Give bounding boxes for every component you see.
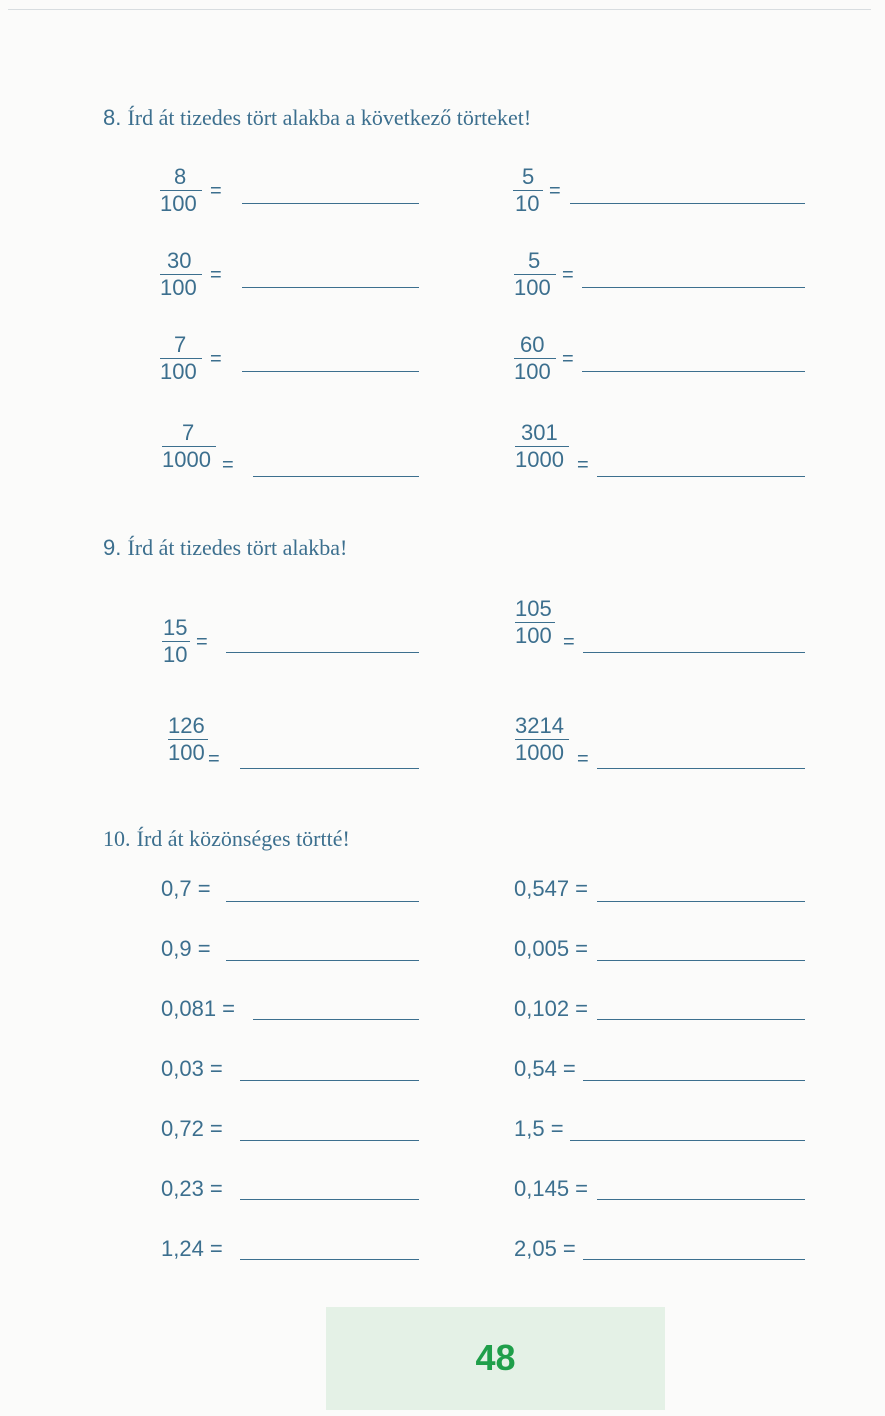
- answer-line[interactable]: [240, 1259, 419, 1260]
- denominator: 100: [160, 275, 197, 300]
- denominator: 100: [514, 359, 551, 384]
- decimal-item: 0,7 =: [161, 876, 211, 901]
- exercise-10-number: 10.: [103, 826, 131, 851]
- answer-line[interactable]: [583, 1259, 805, 1260]
- answer-line[interactable]: [240, 1080, 419, 1081]
- answer-line[interactable]: [253, 1019, 419, 1020]
- answer-line[interactable]: [582, 371, 805, 372]
- numerator: 5: [522, 164, 535, 189]
- answer-line[interactable]: [583, 1080, 805, 1081]
- answer-line[interactable]: [570, 1140, 805, 1141]
- answer-line[interactable]: [582, 287, 805, 288]
- numerator: 301: [521, 420, 558, 445]
- denominator: 10: [515, 191, 540, 216]
- numerator: 8: [174, 164, 187, 189]
- answer-line[interactable]: [570, 203, 805, 204]
- equals-sign: =: [222, 454, 234, 476]
- exercise-8-heading: [103, 106, 531, 130]
- equals-sign: =: [577, 454, 589, 476]
- denominator: 100: [514, 275, 551, 300]
- exercise-10-heading: [103, 827, 350, 851]
- exercise-8-instruction: Írd át tizedes tört alakba a következő törteket!: [127, 105, 532, 130]
- numerator: 105: [515, 596, 552, 621]
- numerator: 126: [168, 713, 205, 738]
- answer-line[interactable]: [240, 1140, 419, 1141]
- decimal-item: 0,9 =: [161, 936, 211, 961]
- page-number: 48: [475, 1337, 516, 1378]
- answer-line[interactable]: [226, 901, 419, 902]
- answer-line[interactable]: [242, 203, 419, 204]
- answer-line[interactable]: [242, 371, 419, 372]
- decimal-item: 1,24 =: [161, 1236, 223, 1261]
- equals-sign: =: [562, 264, 574, 286]
- equals-sign: =: [210, 348, 222, 370]
- answer-line[interactable]: [226, 652, 419, 653]
- numerator: 15: [163, 615, 188, 640]
- answer-line[interactable]: [597, 768, 805, 769]
- decimal-item: 0,23 =: [161, 1176, 223, 1201]
- equals-sign: =: [208, 748, 220, 770]
- exercise-9-heading: [103, 536, 347, 560]
- answer-line[interactable]: [253, 476, 419, 477]
- decimal-item: 0,72 =: [161, 1116, 223, 1141]
- answer-line[interactable]: [597, 1019, 805, 1020]
- decimal-item: 0,145 =: [514, 1176, 589, 1201]
- decimal-item: 0,005 =: [514, 936, 589, 961]
- equals-sign: =: [210, 264, 222, 286]
- exercise-8-number: 8.: [103, 105, 122, 130]
- denominator: 1000: [515, 447, 564, 472]
- answer-line[interactable]: [240, 768, 419, 769]
- numerator: 5: [528, 248, 541, 273]
- equals-sign: =: [210, 180, 222, 202]
- numerator: 30: [167, 248, 192, 273]
- decimal-item: 1,5 =: [514, 1116, 564, 1141]
- numerator: 60: [520, 332, 545, 357]
- answer-line[interactable]: [242, 287, 419, 288]
- decimal-item: 0,54 =: [514, 1056, 576, 1081]
- page-number-box: [326, 1307, 665, 1410]
- equals-sign: =: [562, 348, 574, 370]
- answer-line[interactable]: [597, 476, 805, 477]
- decimal-item: 0,102 =: [514, 996, 589, 1021]
- equals-sign: =: [196, 631, 208, 653]
- answer-line[interactable]: [240, 1199, 419, 1200]
- decimal-item: 0,03 =: [161, 1056, 223, 1081]
- answer-line[interactable]: [597, 960, 805, 961]
- denominator: 10: [163, 642, 188, 667]
- numerator: 7: [182, 420, 195, 445]
- answer-line[interactable]: [583, 652, 805, 653]
- numerator: 3214: [515, 713, 564, 738]
- denominator: 100: [515, 623, 552, 648]
- denominator: 100: [160, 191, 197, 216]
- answer-line[interactable]: [597, 1199, 805, 1200]
- denominator: 1000: [162, 447, 211, 472]
- exercise-9-instruction: Írd át tizedes tört alakba!: [127, 535, 348, 560]
- decimal-item: 0,547 =: [514, 876, 589, 901]
- equals-sign: =: [549, 180, 561, 202]
- exercise-9-number: 9.: [103, 535, 122, 560]
- answer-line[interactable]: [226, 960, 419, 961]
- numerator: 7: [174, 332, 187, 357]
- denominator: 100: [160, 359, 197, 384]
- equals-sign: =: [563, 631, 575, 653]
- decimal-item: 2,05 =: [514, 1236, 576, 1261]
- equals-sign: =: [577, 748, 589, 770]
- denominator: 1000: [515, 740, 564, 765]
- exercise-10-instruction: Írd át közönséges törtté!: [136, 826, 350, 851]
- decimal-item: 0,081 =: [161, 996, 236, 1021]
- denominator: 100: [168, 740, 205, 765]
- answer-line[interactable]: [597, 901, 805, 902]
- top-divider: [8, 9, 871, 10]
